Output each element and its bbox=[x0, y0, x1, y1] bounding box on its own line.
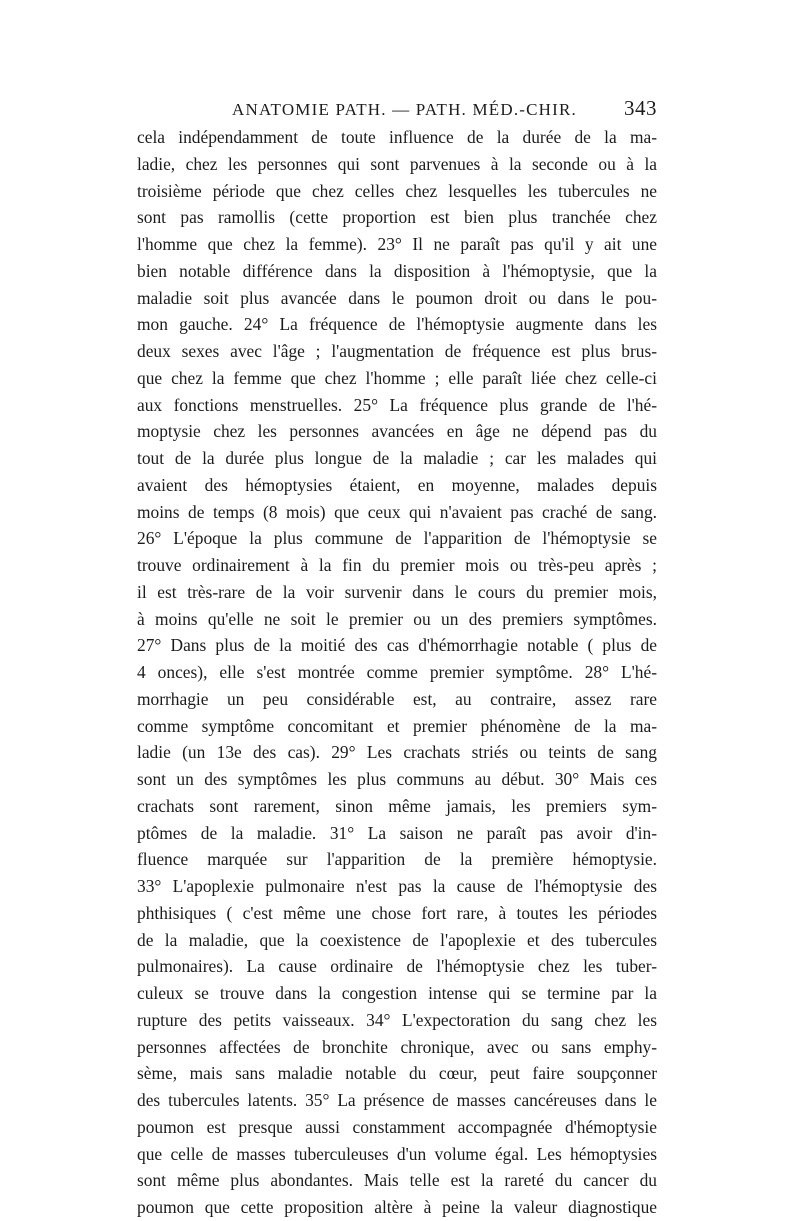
text-line: ladie (un 13e des cas). 29° Les crachats striés ou teints de sang bbox=[137, 742, 657, 763]
text-line: personnes affectées de bronchite chronique, avec ou sans emphy- bbox=[137, 1036, 657, 1057]
text-line: pulmonaires). La cause ordinaire de l'hémoptysie chez les tuber- bbox=[137, 956, 657, 977]
text-line: des tubercules latents. 35° La présence de masses cancéreuses dans le bbox=[137, 1090, 657, 1110]
text-line: aux fonctions menstruelles. 25° La fréquence plus grande de l'hé- bbox=[137, 394, 657, 415]
text-line: poumon est presque aussi constamment accompagnée d'hémoptysie bbox=[137, 1116, 657, 1137]
text-line: que chez la femme que chez l'homme ; elle paraît liée chez celle-ci bbox=[137, 367, 657, 388]
body-text bbox=[137, 124, 657, 1221]
text-line: que celle de masses tuberculeuses d'un volume égal. Les hémoptysies bbox=[137, 1143, 657, 1164]
text-line: 26° L'époque la plus commune de l'apparition de l'hémoptysie se bbox=[137, 528, 657, 549]
running-head bbox=[137, 96, 657, 124]
text-line: tout de la durée plus longue de la maladie ; car les malades qui bbox=[137, 448, 657, 468]
text-line: mon gauche. 24° La fréquence de l'hémoptysie augmente dans les bbox=[137, 314, 657, 335]
text-line: moins de temps (8 mois) que ceux qui n'avaient pas craché de sang. bbox=[137, 501, 657, 522]
text-line: cela indépendamment de toute influence de la durée de la ma- bbox=[137, 127, 657, 147]
text-line: comme symptôme concomitant et premier phénomène de la ma- bbox=[137, 715, 657, 736]
text-line: à moins qu'elle ne soit le premier ou un des premiers symptômes. bbox=[137, 608, 657, 629]
text-line: troisième période que chez celles chez lesquelles les tubercules ne bbox=[137, 180, 657, 201]
text-line: culeux se trouve dans la congestion intense qui se termine par la bbox=[137, 983, 657, 1003]
text-line: crachats sont rarement, sinon même jamais, les premiers sym- bbox=[137, 795, 657, 816]
text-line: ladie, chez les personnes qui sont parvenues à la seconde ou à la bbox=[137, 153, 657, 174]
text-line: phthisiques ( c'est même une chose fort rare, à toutes les périodes bbox=[137, 902, 657, 923]
text-line: moptysie chez les personnes avancées en âge ne dépend pas du bbox=[137, 421, 657, 442]
text-line: rupture des petits vaisseaux. 34° L'expectoration du sang chez les bbox=[137, 1009, 657, 1030]
running-title: ANATOMIE PATH. — PATH. MÉD.-CHIR. bbox=[232, 100, 578, 119]
text-line: ptômes de la maladie. 31° La saison ne paraît pas avoir d'in- bbox=[137, 822, 657, 843]
text-line: sont pas ramollis (cette proportion est bien plus tranchée chez bbox=[137, 207, 657, 228]
page-number: 343 bbox=[624, 96, 657, 120]
text-line: sème, mais sans maladie notable du cœur, peut faire soupçonner bbox=[137, 1063, 657, 1084]
text-line: poumon que cette proposition altère à peine la valeur diagnostique bbox=[137, 1197, 657, 1217]
text-line: l'homme que chez la femme). 23° Il ne paraît pas qu'il y ait une bbox=[137, 234, 657, 254]
text-line: bien notable différence dans la disposition à l'hémoptysie, que la bbox=[137, 260, 657, 281]
text-line: fluence marquée sur l'apparition de la première hémoptysie. bbox=[137, 849, 657, 870]
text-line: sont un des symptômes les plus communs au début. 30° Mais ces bbox=[137, 769, 657, 789]
text-line: maladie soit plus avancée dans le poumon droit ou dans le pou- bbox=[137, 287, 657, 308]
text-line: il est très-rare de la voir survenir dans le cours du premier mois, bbox=[137, 581, 657, 602]
text-line: trouve ordinairement à la fin du premier mois ou très-peu après ; bbox=[137, 555, 657, 575]
text-line: 4 onces), elle s'est montrée comme premier symptôme. 28° L'hé- bbox=[137, 662, 657, 682]
text-line: morrhagie un peu considérable est, au contraire, assez rare bbox=[137, 688, 657, 709]
text-line: 27° Dans plus de la moitié des cas d'hémorrhagie notable ( plus de bbox=[137, 635, 657, 656]
text-line: de la maladie, que la coexistence de l'apoplexie et des tubercules bbox=[137, 929, 657, 950]
text-line: sont même plus abondantes. Mais telle est la rareté du cancer du bbox=[137, 1170, 657, 1191]
text-line: deux sexes avec l'âge ; l'augmentation de fréquence est plus brus- bbox=[137, 341, 657, 361]
text-line: avaient des hémoptysies étaient, en moyenne, malades depuis bbox=[137, 474, 657, 495]
text-line: 33° L'apoplexie pulmonaire n'est pas la cause de l'hémoptysie des bbox=[137, 876, 657, 896]
